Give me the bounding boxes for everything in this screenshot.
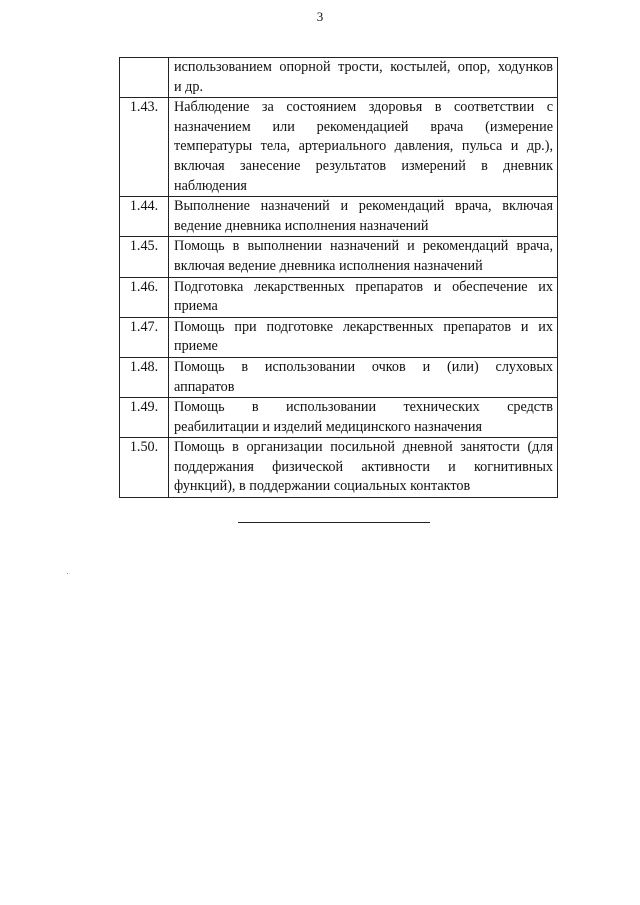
- description-line: включая ведение дневника исполнения назначений: [174, 257, 483, 274]
- description-line: Наблюдение за состоянием здоровья в соответствии с: [174, 99, 553, 116]
- row-description: [169, 398, 558, 438]
- table-row: [120, 357, 558, 397]
- table-row: [120, 58, 558, 98]
- description-line: реабилитации и изделий медицинского назначения: [174, 418, 483, 435]
- row-description: [169, 237, 558, 277]
- description-line: аппаратов: [174, 378, 235, 395]
- table-row: [120, 438, 558, 498]
- description-line: приеме: [174, 338, 218, 355]
- description-line: ведение дневника исполнения назначений: [174, 217, 429, 234]
- row-number: 1.47.: [120, 317, 169, 357]
- row-description: [169, 357, 558, 397]
- row-number: 1.43.: [120, 98, 169, 197]
- row-number: 1.48.: [120, 357, 169, 397]
- table-row: [120, 398, 558, 438]
- row-description: [169, 98, 558, 197]
- row-number: 1.49.: [120, 398, 169, 438]
- description-line: включая занесение результатов измерений в дневник: [174, 157, 553, 174]
- page-number: 3: [316, 9, 324, 24]
- description-line: Помощь в использовании очков и (или) слуховых: [174, 358, 553, 375]
- description-line: назначением или рекомендацией врача (измерение: [174, 118, 553, 135]
- services-table: [119, 57, 558, 498]
- row-description: [169, 317, 558, 357]
- description-line: Выполнение назначений и рекомендаций врача, включая: [174, 198, 553, 215]
- end-separator-line: [238, 522, 430, 523]
- table-row: [120, 197, 558, 237]
- description-line: температуры тела, артериального давления, пульса и др.),: [174, 138, 553, 155]
- description-line: Помощь в организации посильной дневной занятости (для: [174, 439, 553, 456]
- table-row: [120, 277, 558, 317]
- description-line: и др.: [174, 78, 203, 95]
- description-line: Подготовка лекарственных препаратов и обеспечение их: [174, 278, 553, 295]
- scan-speck: [67, 573, 68, 574]
- row-number: 1.50.: [120, 438, 169, 498]
- description-line: приема: [174, 298, 218, 315]
- description-line: Помощь при подготовке лекарственных препаратов и их: [174, 318, 553, 335]
- row-description: [169, 58, 558, 98]
- description-line: Помощь в выполнении назначений и рекомендаций врача,: [174, 238, 553, 255]
- row-description: [169, 438, 558, 498]
- table-row: [120, 317, 558, 357]
- table-row: [120, 98, 558, 197]
- row-description: [169, 277, 558, 317]
- row-number: 1.45.: [120, 237, 169, 277]
- row-number: 1.46.: [120, 277, 169, 317]
- description-line: Помощь в использовании технических средств: [174, 399, 553, 416]
- table-row: [120, 237, 558, 277]
- row-description: [169, 197, 558, 237]
- description-line: поддержания физической активности и когнитивных: [174, 458, 553, 475]
- description-line: наблюдения: [174, 177, 247, 194]
- description-line: использованием опорной трости, костылей, опор, ходунков: [174, 59, 553, 75]
- row-number: [120, 58, 169, 98]
- row-number: 1.44.: [120, 197, 169, 237]
- description-line: функций), в поддержании социальных контактов: [174, 478, 471, 495]
